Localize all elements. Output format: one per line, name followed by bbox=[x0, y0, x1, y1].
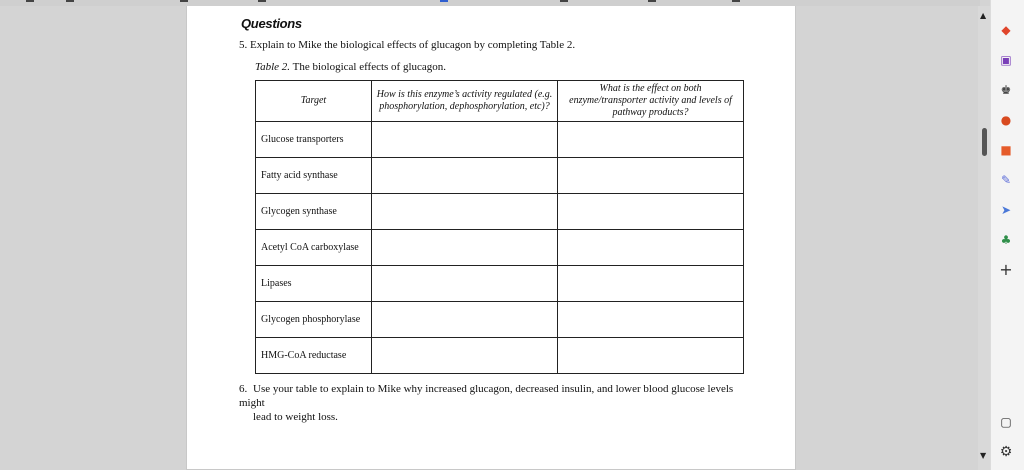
briefcase-icon[interactable]: ▣ bbox=[1000, 53, 1012, 67]
target-cell: Lipases bbox=[256, 266, 372, 302]
glucagon-effects-table bbox=[255, 80, 744, 374]
add-icon[interactable]: + bbox=[999, 260, 1013, 279]
document-page bbox=[186, 6, 796, 470]
scroll-down-icon[interactable]: ▼ bbox=[980, 451, 987, 460]
toolbar-mark bbox=[440, 0, 448, 2]
chess-icon[interactable]: ♚ bbox=[1000, 83, 1012, 97]
toolbar-mark bbox=[180, 0, 188, 2]
table-row bbox=[256, 266, 744, 302]
question-6 bbox=[239, 382, 749, 424]
send-icon[interactable]: ➤ bbox=[1000, 203, 1012, 217]
table-caption-text: The biological effects of glucagon. bbox=[292, 61, 447, 73]
tag-icon[interactable]: ◆ bbox=[1001, 23, 1011, 37]
regulation-cell[interactable] bbox=[372, 266, 558, 302]
table-row bbox=[256, 194, 744, 230]
target-cell: Fatty acid synthase bbox=[256, 158, 372, 194]
toolbar-mark bbox=[26, 0, 34, 2]
toolbar-mark bbox=[732, 0, 740, 2]
effect-cell[interactable] bbox=[558, 194, 744, 230]
question-5-text: Explain to Mike the biological effects of glucagon by completing Table 2. bbox=[250, 39, 576, 51]
toolbar-mark bbox=[258, 0, 266, 2]
target-cell: Glycogen synthase bbox=[256, 194, 372, 230]
table-row bbox=[256, 230, 744, 266]
effect-cell[interactable] bbox=[558, 230, 744, 266]
target-cell: Glucose transporters bbox=[256, 122, 372, 158]
target-cell: Glycogen phosphorylase bbox=[256, 302, 372, 338]
regulation-cell[interactable] bbox=[372, 122, 558, 158]
table-row bbox=[256, 122, 744, 158]
question-5 bbox=[239, 39, 575, 51]
effect-cell[interactable] bbox=[558, 158, 744, 194]
regulation-cell[interactable] bbox=[372, 302, 558, 338]
table-caption-label: Table 2. bbox=[255, 61, 291, 73]
target-cell: HMG-CoA reductase bbox=[256, 338, 372, 374]
question-6-line-1: Use your table to explain to Mike why increased glucagon, decreased insulin, and lower blood glucose levels might bbox=[239, 383, 734, 409]
tree-icon[interactable]: ♣ bbox=[1000, 233, 1012, 247]
header-effect: What is the effect on both enzyme/transporter activity and levels of pathway products? bbox=[558, 81, 744, 122]
pen-icon[interactable]: ✎ bbox=[1000, 173, 1012, 187]
target-cell: Acetyl CoA carboxylase bbox=[256, 230, 372, 266]
copilot-icon[interactable]: ● bbox=[1000, 113, 1012, 127]
toolbar-mark bbox=[648, 0, 656, 2]
toolbar-mark bbox=[66, 0, 74, 2]
regulation-cell[interactable] bbox=[372, 194, 558, 230]
header-target: Target bbox=[256, 81, 372, 122]
panel-icon[interactable]: ▢ bbox=[1000, 415, 1012, 429]
question-6-line-2: lead to weight loss. bbox=[253, 411, 338, 423]
gear-icon[interactable]: ⚙ bbox=[999, 444, 1013, 460]
scroll-up-icon[interactable]: ▲ bbox=[980, 11, 987, 20]
table-row bbox=[256, 302, 744, 338]
table-row bbox=[256, 158, 744, 194]
table-row bbox=[256, 338, 744, 374]
question-6-number: 6. bbox=[239, 383, 248, 395]
page-title: Questions bbox=[241, 16, 302, 31]
table-header-row bbox=[256, 81, 744, 122]
regulation-cell[interactable] bbox=[372, 338, 558, 374]
scroll-thumb[interactable] bbox=[982, 128, 987, 156]
question-5-number: 5. bbox=[239, 39, 248, 51]
effect-cell[interactable] bbox=[558, 338, 744, 374]
effect-cell[interactable] bbox=[558, 302, 744, 338]
regulation-cell[interactable] bbox=[372, 158, 558, 194]
effect-cell[interactable] bbox=[558, 266, 744, 302]
toolbar-mark bbox=[560, 0, 568, 2]
office-icon[interactable]: ■ bbox=[1000, 143, 1012, 157]
table-caption bbox=[255, 61, 446, 73]
effect-cell[interactable] bbox=[558, 122, 744, 158]
header-regulation: How is this enzyme’s activity regulated (e.g. phosphorylation, dephosphorylation, etc)? bbox=[372, 81, 558, 122]
vertical-scrollbar[interactable] bbox=[978, 6, 990, 470]
regulation-cell[interactable] bbox=[372, 230, 558, 266]
